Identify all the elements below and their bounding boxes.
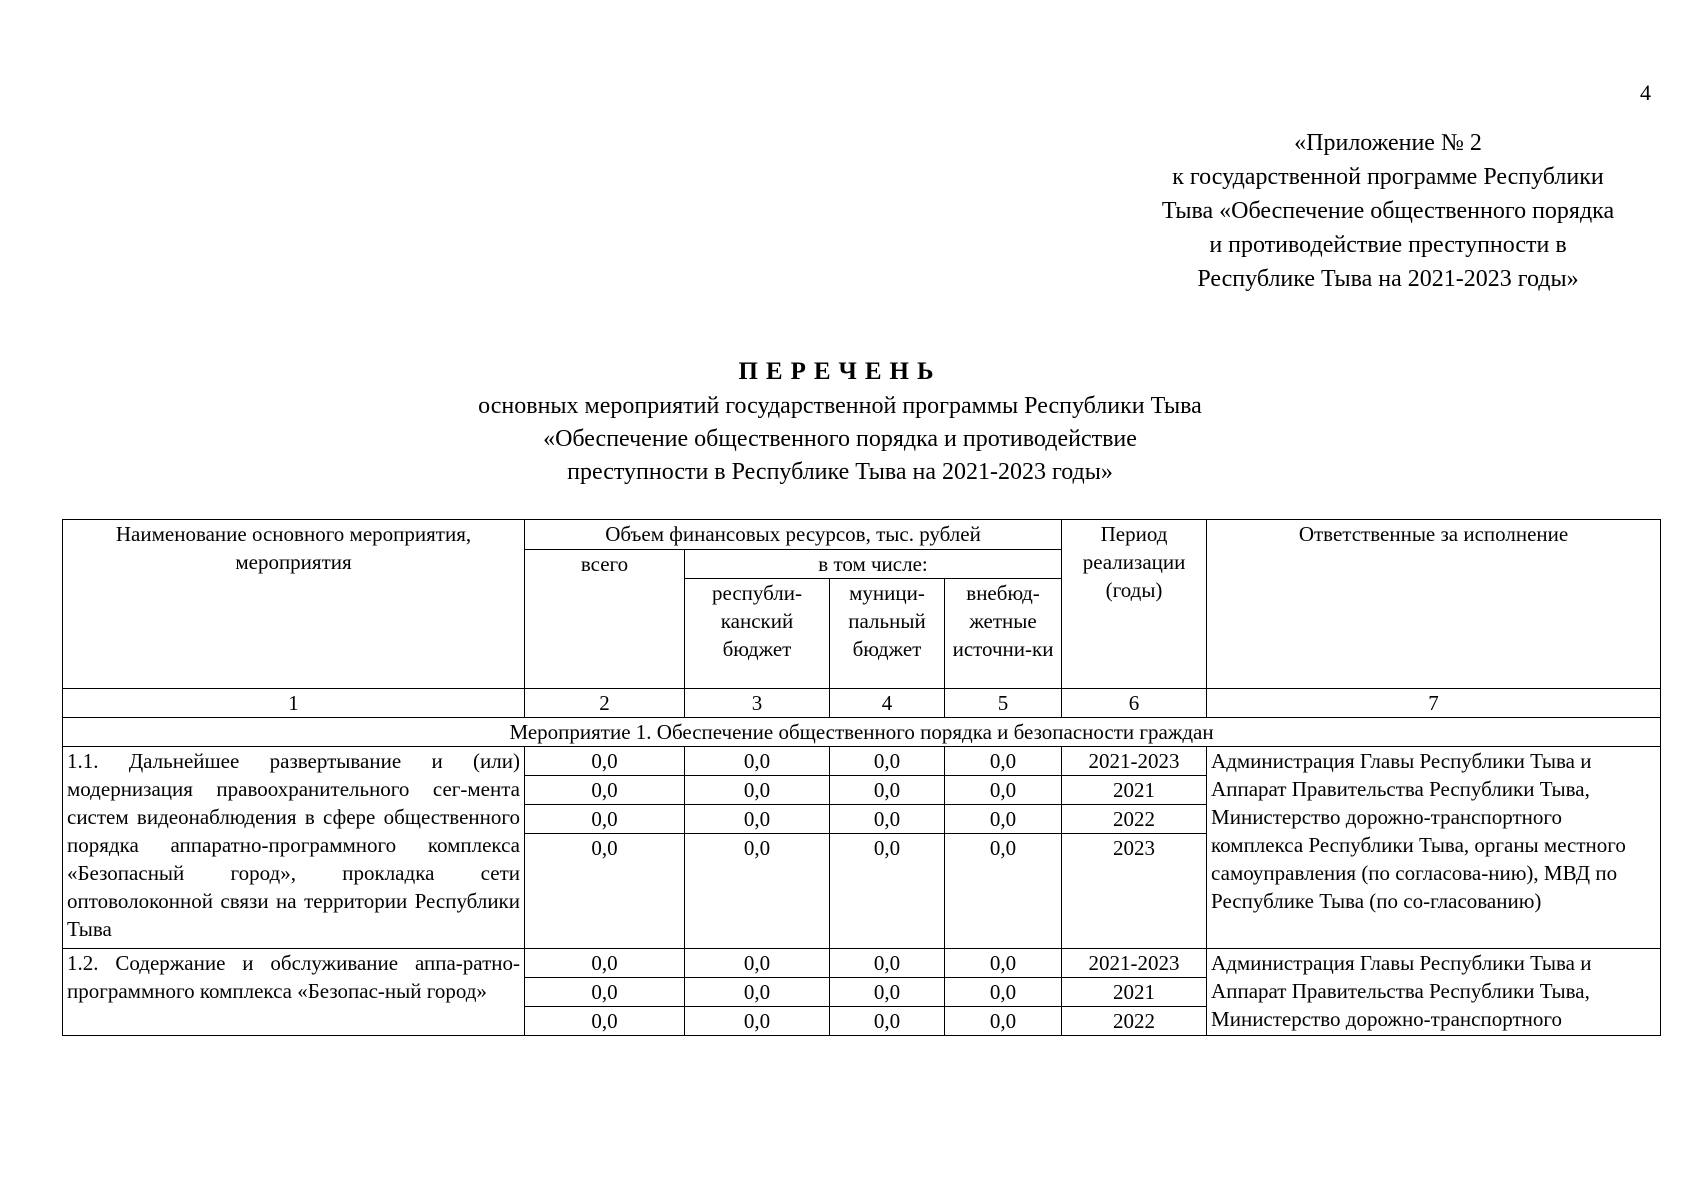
- value-offbudget: 0,0: [945, 1007, 1062, 1036]
- value-republic: 0,0: [685, 1007, 830, 1036]
- value-municipal: 0,0: [830, 776, 945, 805]
- responsible-parties: Администрация Главы Республики Тыва и Аппарат Правительства Республики Тыва, Министерство дорожно-транспортного комплекса Республики Тыва, органы местного самоуправления (по согласова-нию), МВД по Республике Тыва (по со-гласованию): [1207, 747, 1661, 949]
- value-offbudget: 0,0: [945, 776, 1062, 805]
- value-period: 2022: [1062, 805, 1207, 834]
- value-total: 0,0: [525, 747, 685, 776]
- header-total: всего: [525, 550, 685, 689]
- column-number: 7: [1207, 689, 1661, 718]
- column-number: 4: [830, 689, 945, 718]
- appendix-line: «Приложение № 2: [1294, 130, 1482, 156]
- value-period: 2023: [1062, 834, 1207, 949]
- table-row: [63, 949, 1661, 978]
- header-republic: республи-канский бюджет: [685, 579, 830, 689]
- header-name: Наименование основного мероприятия, мероприятия: [63, 520, 525, 689]
- column-number: 5: [945, 689, 1062, 718]
- value-municipal: 0,0: [830, 747, 945, 776]
- measure-name: 1.2. Содержание и обслуживание аппа-ратно-программного комплекса «Безопас-ный город»: [63, 949, 525, 1036]
- column-number: 2: [525, 689, 685, 718]
- value-offbudget: 0,0: [945, 834, 1062, 949]
- value-municipal: 0,0: [830, 1007, 945, 1036]
- column-number: 1: [63, 689, 525, 718]
- value-offbudget: 0,0: [945, 747, 1062, 776]
- value-municipal: 0,0: [830, 949, 945, 978]
- value-offbudget: 0,0: [945, 978, 1062, 1007]
- header-municipal: муници-пальный бюджет: [830, 579, 945, 689]
- appendix-line: Республике Тыва на 2021-2023 годы»: [1197, 266, 1579, 292]
- value-republic: 0,0: [685, 747, 830, 776]
- column-number: 3: [685, 689, 830, 718]
- value-republic: 0,0: [685, 949, 830, 978]
- value-municipal: 0,0: [830, 978, 945, 1007]
- appendix-line: Тыва «Обеспечение общественного порядка: [1161, 198, 1615, 224]
- document-title: [340, 355, 1340, 489]
- measure-name: 1.1. Дальнейшее развертывание и (или) модернизация правоохранительного сег-мента систем видеонаблюдения в сфере общественного порядка аппаратно-программного комплекса «Безопасный город», прокладка сети оптоволоконной связи на территории Республики Тыва: [63, 747, 525, 949]
- section-title: Мероприятие 1. Обеспечение общественного порядка и безопасности граждан: [63, 718, 1661, 747]
- value-total: 0,0: [525, 949, 685, 978]
- appendix-line: и противодействие преступности в: [1209, 232, 1567, 258]
- title-line: «Обеспечение общественного порядка и противодействие: [543, 426, 1137, 452]
- value-total: 0,0: [525, 1007, 685, 1036]
- value-offbudget: 0,0: [945, 949, 1062, 978]
- title-line: преступности в Республике Тыва на 2021-2023 годы»: [567, 459, 1113, 485]
- value-total: 0,0: [525, 834, 685, 949]
- header-responsible: Ответственные за исполнение: [1207, 520, 1661, 689]
- value-total: 0,0: [525, 776, 685, 805]
- measures-table: [62, 519, 1661, 1036]
- appendix-note: [1108, 126, 1668, 296]
- value-period: 2022: [1062, 1007, 1207, 1036]
- responsible-parties: Администрация Главы Республики Тыва и Аппарат Правительства Республики Тыва, Министерство дорожно-транспортного: [1207, 949, 1661, 1036]
- value-municipal: 0,0: [830, 834, 945, 949]
- value-republic: 0,0: [685, 776, 830, 805]
- column-number: 6: [1062, 689, 1207, 718]
- value-period: 2021: [1062, 978, 1207, 1007]
- value-total: 0,0: [525, 805, 685, 834]
- value-total: 0,0: [525, 978, 685, 1007]
- header-period: Период реализации (годы): [1062, 520, 1207, 689]
- value-republic: 0,0: [685, 834, 830, 949]
- value-republic: 0,0: [685, 805, 830, 834]
- title-heading: ПЕРЕЧЕНЬ: [738, 358, 942, 385]
- value-offbudget: 0,0: [945, 805, 1062, 834]
- header-including: в том числе:: [685, 550, 1062, 579]
- value-republic: 0,0: [685, 978, 830, 1007]
- table-row: [63, 747, 1661, 776]
- header-funding: Объем финансовых ресурсов, тыс. рублей: [525, 520, 1062, 550]
- value-municipal: 0,0: [830, 805, 945, 834]
- title-line: основных мероприятий государственной программы Республики Тыва: [478, 393, 1202, 419]
- appendix-line: к государственной программе Республики: [1172, 164, 1604, 190]
- value-period: 2021-2023: [1062, 747, 1207, 776]
- value-period: 2021: [1062, 776, 1207, 805]
- page-number: 4: [1640, 80, 1651, 105]
- value-period: 2021-2023: [1062, 949, 1207, 978]
- header-offbudget: внебюд-жетные источни-ки: [945, 579, 1062, 689]
